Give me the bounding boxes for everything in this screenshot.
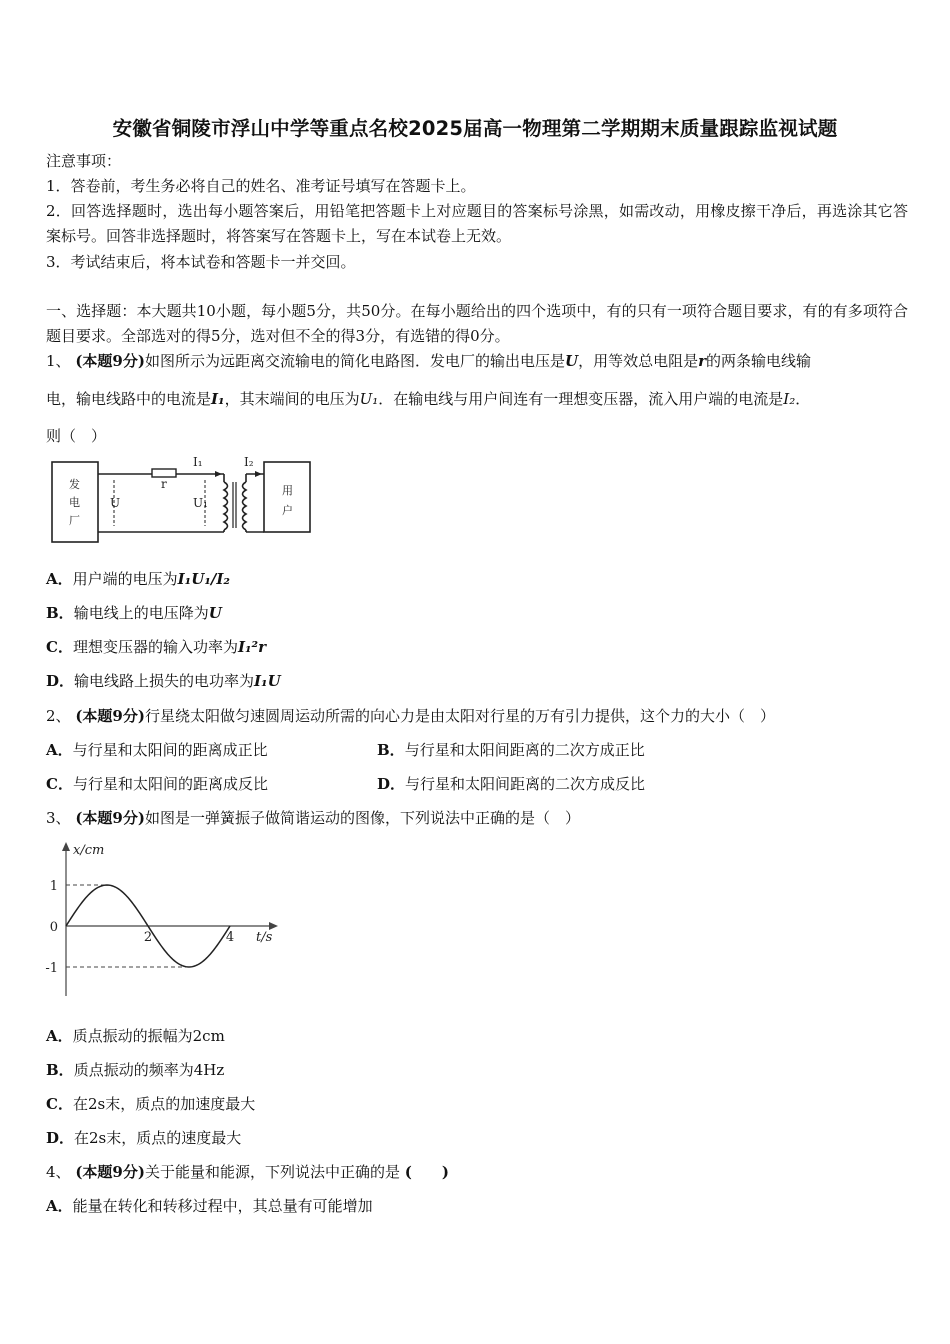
- q3-option-a[interactable]: [46, 1026, 225, 1046]
- primary-coil: [224, 482, 228, 530]
- q1-I2: I₂: [783, 390, 796, 408]
- q2-option-d[interactable]: [377, 774, 645, 794]
- q1-text-a: 如图所示为远距离交流输电的简化电路图．发电厂的输出电压是: [144, 352, 565, 370]
- q1-option-a-math: I₁U₁/I₂: [177, 570, 230, 588]
- q1-option-a-text: 用户端的电压为: [72, 570, 178, 588]
- q1-line3: 则（ ）: [46, 427, 107, 445]
- x-axis-arrow: [269, 922, 278, 930]
- label-U: U: [110, 496, 121, 510]
- notice-item-1: 1．答卷前，考生务必将自己的姓名、准考证号填写在答题卡上。: [46, 177, 476, 195]
- q1-number: 1、: [46, 352, 71, 370]
- q4-option-a-text: 能量在转化和转移过程中，其总量有可能增加: [72, 1197, 373, 1215]
- label-I2: I₂: [244, 455, 254, 469]
- q2-option-a-letter: A．: [46, 741, 73, 759]
- q2-option-d-text: 与行星和太阳间距离的二次方成反比: [405, 775, 646, 793]
- q1-option-b-text: 输电线上的电压降为: [73, 604, 209, 622]
- q1-option-b-letter: B．: [46, 604, 74, 622]
- q4-option-a-letter: A．: [46, 1197, 73, 1215]
- q1-option-c-math: I₁²r: [237, 638, 267, 656]
- q1-option-d-letter: D．: [46, 672, 75, 690]
- y-axis-label: x/cm: [73, 843, 105, 858]
- q2-option-c-letter: C．: [46, 775, 73, 793]
- resistor-r: [152, 469, 176, 477]
- user-box: [264, 462, 310, 532]
- q3-stem: [46, 808, 580, 828]
- x-tick-label-1: 4: [225, 930, 235, 945]
- q3-shm-graph: [40, 838, 290, 998]
- q2-number: 2、: [46, 707, 71, 725]
- q1-score: (本题9分): [75, 352, 145, 370]
- q1-option-b-math: U: [208, 604, 222, 622]
- q1-text-c: 的两条输电线输: [706, 352, 812, 370]
- q1-option-c[interactable]: [46, 637, 266, 657]
- q2-option-b-text: 与行星和太阳间距离的二次方成正比: [404, 741, 645, 759]
- page-title: 安徽省铜陵市浮山中学等重点名校2025届高一物理第二学期期末质量跟踪监视试题: [112, 117, 838, 140]
- q3-score: (本题9分): [75, 809, 145, 827]
- q3-option-b-text: 质点振动的频率为4Hz: [73, 1061, 225, 1079]
- label-I1: I₁: [193, 455, 203, 469]
- q1-option-c-text: 理想变压器的输入功率为: [72, 638, 238, 656]
- x-tick-label-0: 2: [143, 930, 153, 945]
- plant-label-3: 厂: [69, 514, 80, 527]
- q3-option-b-letter: B．: [46, 1061, 74, 1079]
- q1-line2: [46, 389, 810, 409]
- y-tick-label-2: -1: [45, 961, 58, 976]
- q4-option-a[interactable]: [46, 1196, 373, 1216]
- q1-line1: [46, 351, 811, 371]
- q3-number: 3、: [46, 809, 71, 827]
- label-U1: U₁: [193, 496, 208, 510]
- secondary-coil: [243, 482, 247, 530]
- label-r: r: [161, 477, 167, 491]
- q3-option-d[interactable]: [46, 1128, 241, 1148]
- q2-text: 行星绕太阳做匀速圆周运动所需的向心力是由太阳对行星的万有引力提供，这个力的大小（ ）: [144, 707, 775, 725]
- q4-score: (本题9分): [75, 1163, 145, 1181]
- q3-option-d-text: 在2s末，质点的速度最大: [74, 1129, 242, 1147]
- q1-line2-a: 电，输电线路中的电流是: [46, 390, 212, 408]
- q3-option-c-text: 在2s末，质点的加速度最大: [72, 1095, 256, 1113]
- q1-line2-c: ．在输电线与用户间连有一理想变压器，流入用户端的电流是: [378, 390, 784, 408]
- user-label-2: 户: [282, 504, 293, 517]
- q3-option-c-letter: C．: [46, 1095, 73, 1113]
- q4-number: 4、: [46, 1163, 71, 1181]
- y-axis-arrow: [62, 842, 70, 851]
- x-axis-label: t/s: [256, 930, 273, 945]
- q1-text-b: ，用等效总电阻是: [578, 352, 699, 370]
- q1-option-d-text: 输电线路上损失的电功率为: [74, 672, 255, 690]
- q3-option-c[interactable]: [46, 1094, 255, 1114]
- y-tick-label-1: 0: [49, 920, 58, 935]
- y-tick-label-0: 1: [49, 879, 58, 894]
- q1-option-b[interactable]: [46, 603, 222, 623]
- q4-stem: [46, 1162, 449, 1182]
- q2-option-d-letter: D．: [377, 775, 406, 793]
- notice-item-3: 3．考试结束后，将本试卷和答题卡一并交回。: [46, 253, 356, 271]
- q1-option-c-letter: C．: [46, 638, 73, 656]
- q3-option-a-letter: A．: [46, 1027, 73, 1045]
- q2-score: (本题9分): [75, 707, 145, 725]
- current-arrow-i1: [215, 471, 222, 477]
- q1-U1: U₁: [359, 390, 379, 408]
- notice-heading: 注意事项：: [46, 152, 122, 170]
- q4-paren: ( ): [404, 1163, 449, 1181]
- q3-text: 如图是一弹簧振子做简谐运动的图像，下列说法中正确的是（ ）: [144, 809, 580, 827]
- q1-I1: I₁: [211, 390, 225, 408]
- q2-stem: [46, 706, 775, 726]
- plant-label-1: 发: [69, 478, 80, 491]
- q1-line2-d: ．: [795, 390, 811, 408]
- q2-option-c-text: 与行星和太阳间的距离成反比: [72, 775, 268, 793]
- q1-option-d-math: I₁U: [254, 672, 281, 690]
- q3-option-b[interactable]: [46, 1060, 224, 1080]
- q2-option-a[interactable]: [46, 740, 268, 760]
- plant-label-2: 电: [69, 496, 80, 509]
- q1-option-d[interactable]: [46, 671, 281, 691]
- q1-line2-b: ，其末端间的电压为: [224, 390, 360, 408]
- q1-U: U: [564, 352, 579, 370]
- q2-option-b[interactable]: [377, 740, 645, 760]
- q2-option-c[interactable]: [46, 774, 268, 794]
- current-arrow-i2: [255, 471, 262, 477]
- q1-option-a[interactable]: [46, 569, 230, 589]
- user-label-1: 用: [282, 484, 293, 497]
- q2-option-a-text: 与行星和太阳间的距离成正比: [72, 741, 268, 759]
- q1-r: r: [698, 352, 706, 370]
- q3-option-d-letter: D．: [46, 1129, 75, 1147]
- q1-option-a-letter: A．: [46, 570, 73, 588]
- q2-option-b-letter: B．: [377, 741, 405, 759]
- notice-item-2: 2．回答选择题时，选出每小题答案后，用铅笔把答题卡上对应题目的答案标号涂黑，如需改动，用橡皮擦干净后，再选涂其它答案标号。回答非选择题时，将答案写在答题卡上，写在本试卷上无效。: [46, 202, 908, 245]
- q1-circuit-figure: [48, 452, 316, 548]
- q4-text: 关于能量和能源，下列说法中正确的是: [144, 1163, 400, 1181]
- section-intro: 一、选择题：本大题共10小题，每小题5分，共50分。在每小题给出的四个选项中，有的只有一项符合题目要求，有的有多项符合题目要求。全部选对的得5分，选对但不全的得3分，有选错的得0分。: [46, 302, 908, 345]
- q3-option-a-text: 质点振动的振幅为2cm: [72, 1027, 225, 1045]
